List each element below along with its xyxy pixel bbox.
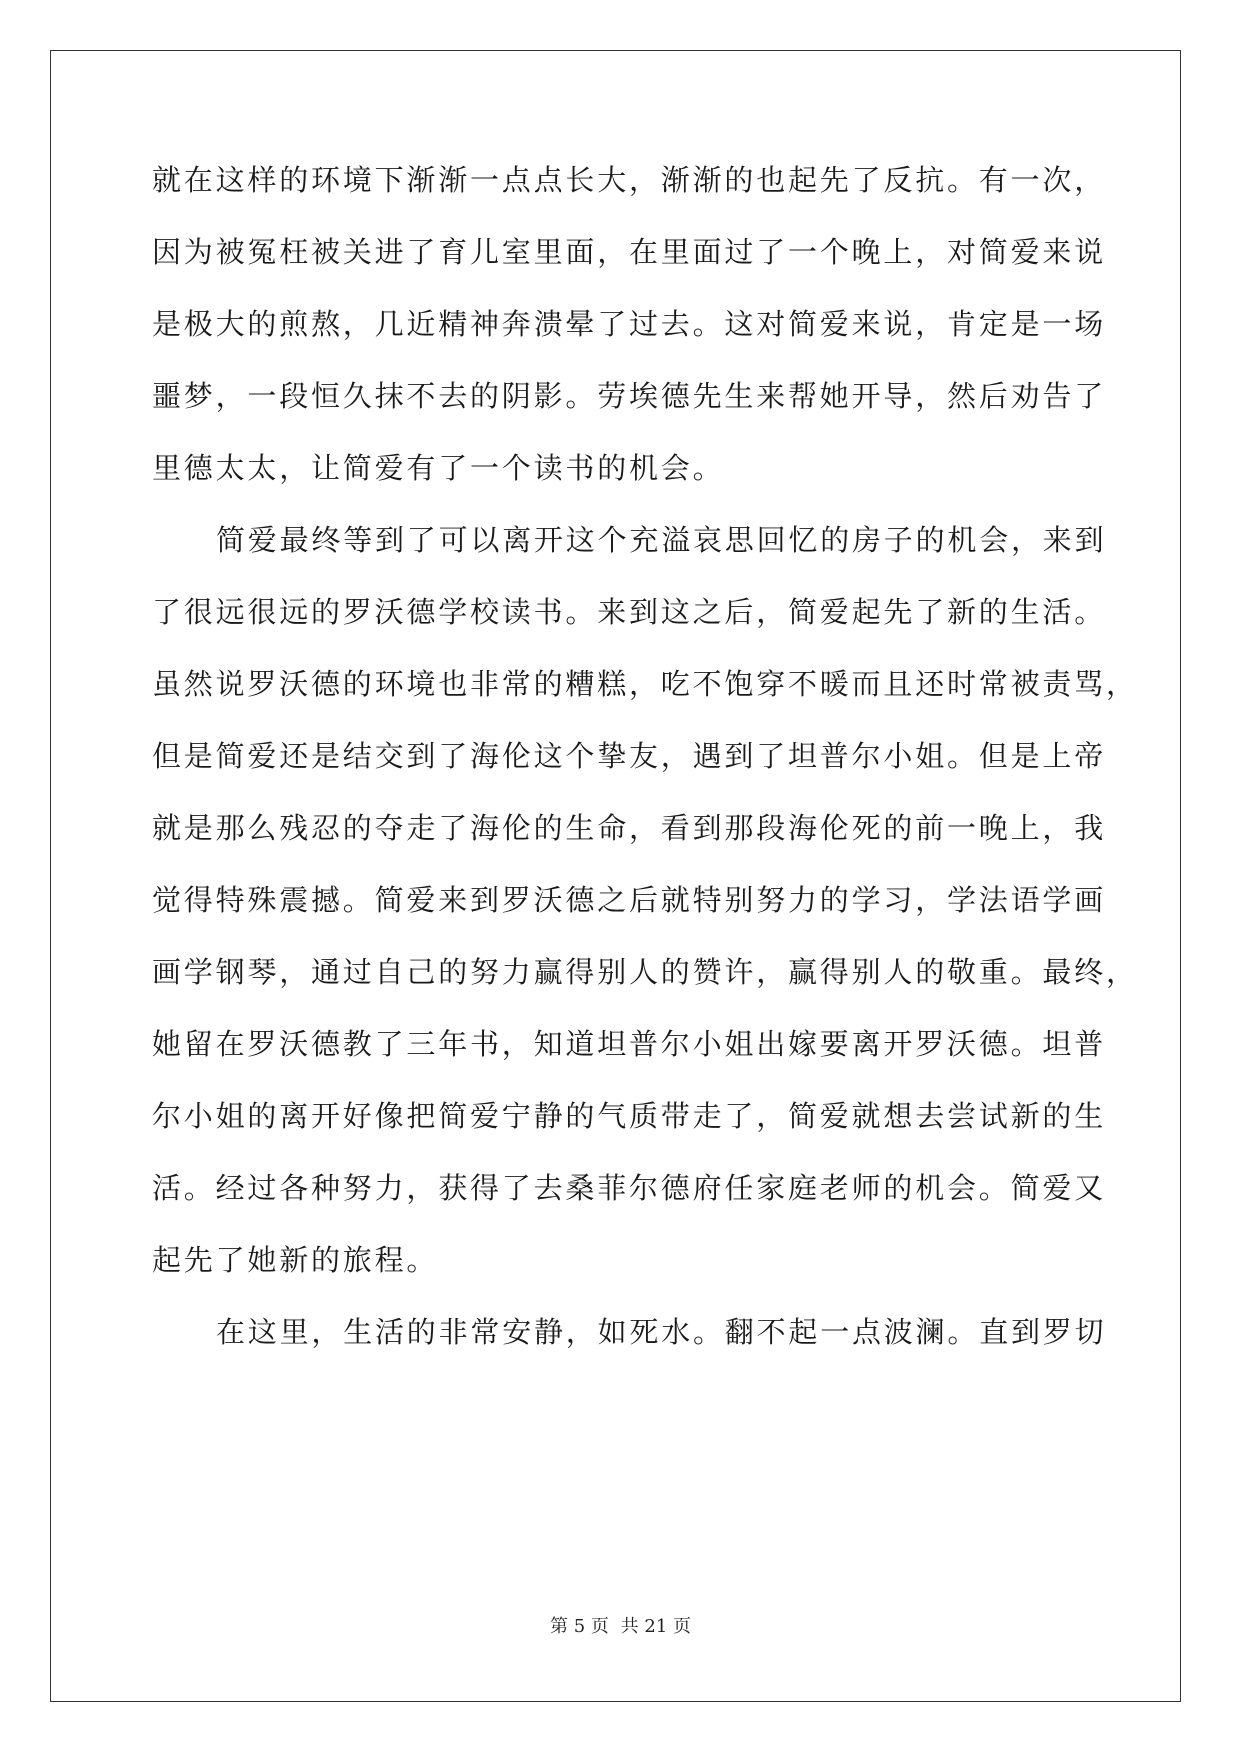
text-line: 就在这样的环境下渐渐一点点长大，渐渐的也起先了反抗。有一次， [152,163,1107,197]
text-line: 因为被冤枉被关进了育儿室里面，在里面过了一个晚上，对简爱来说 [152,235,1107,269]
text-line: 了很远很远的罗沃德学校读书。来到这之后，简爱起先了新的生活。 [152,595,1107,629]
page-number: 第 5 页 [550,1616,609,1637]
page-footer [0,1612,1241,1638]
text-line: 噩梦，一段恒久抹不去的阴影。劳埃德先生来帮她开导，然后劝告了 [152,379,1107,413]
text-line: 是极大的煎熬，几近精神奔溃晕了过去。这对简爱来说，肯定是一场 [152,307,1107,341]
text-line: 里德太太，让简爱有了一个读书的机会。 [152,451,725,485]
text-line: 她留在罗沃德教了三年书，知道坦普尔小姐出嫁要离开罗沃德。坦普 [152,1027,1107,1061]
text-line: 但是简爱还是结交到了海伦这个挚友，遇到了坦普尔小姐。但是上帝 [152,739,1107,773]
text-line: 起先了她新的旅程。 [152,1243,439,1277]
page-border [50,50,1181,1702]
text-line: 画学钢琴，通过自己的努力赢得别人的赞许，赢得别人的敬重。最终， [152,955,1138,989]
paragraph-first-line: 简爱最终等到了可以离开这个充溢哀思回忆的房子的机会，来到 [216,523,1107,557]
text-line: 尔小姐的离开好像把简爱宁静的气质带走了，简爱就想去尝试新的生 [152,1099,1107,1133]
paragraph-first-line: 在这里，生活的非常安静，如死水。翻不起一点波澜。直到罗切 [216,1315,1107,1349]
text-line: 虽然说罗沃德的环境也非常的糟糕，吃不饱穿不暖而且还时常被责骂， [152,667,1138,701]
page-total: 共 21 页 [620,1616,691,1637]
text-line: 觉得特殊震撼。简爱来到罗沃德之后就特别努力的学习，学法语学画 [152,883,1107,917]
text-line: 活。经过各种努力，获得了去桑菲尔德府任家庭老师的机会。简爱又 [152,1171,1107,1205]
text-line: 就是那么残忍的夺走了海伦的生命，看到那段海伦死的前一晚上，我 [152,811,1107,845]
